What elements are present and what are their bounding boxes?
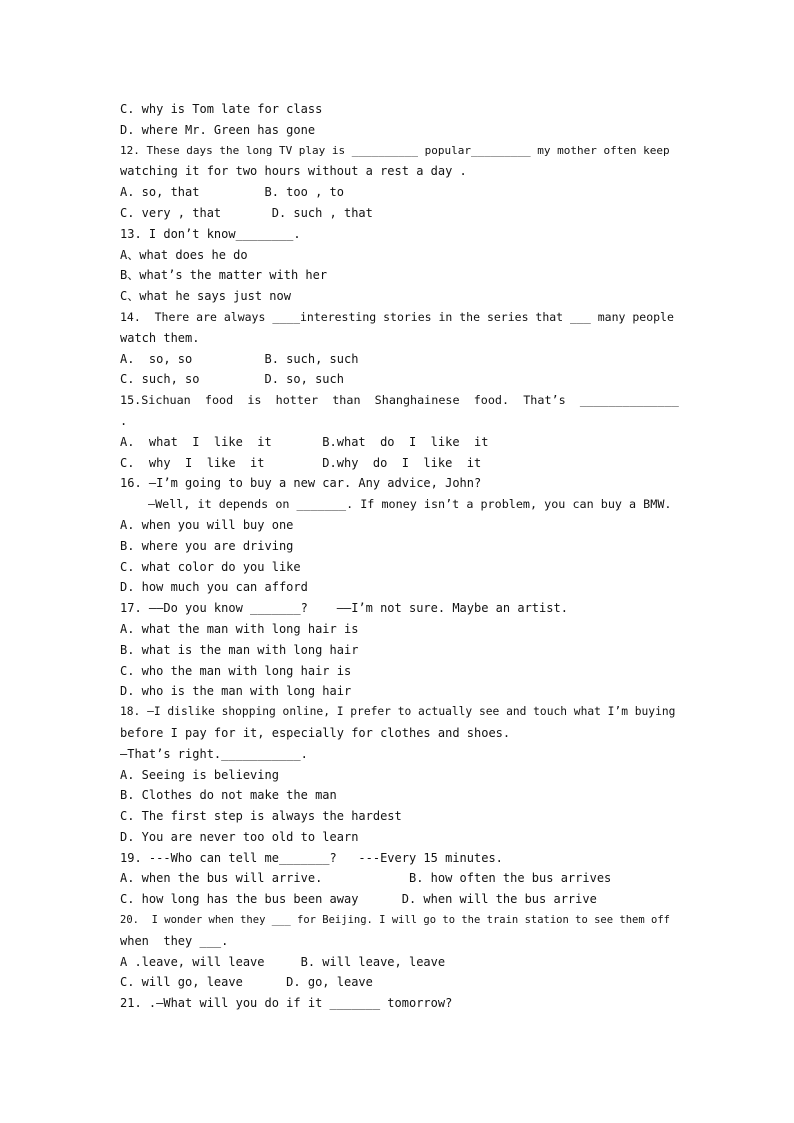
option-line: A. so, that B. too , to (120, 185, 344, 200)
option-line: A .leave, will leave B. will leave, leave (120, 954, 446, 969)
question-18: 18. —I dislike shopping online, I prefer to actually see and touch what I’m buying (120, 705, 676, 719)
question-18-continued: before I pay for it, especially for clothes and shoes. (120, 725, 511, 740)
option-line: C. will go, leave D. go, leave (120, 975, 373, 990)
question-12-continued: watching it for two hours without a rest a day . (120, 164, 467, 179)
option-line: C、what he says just now (120, 289, 291, 304)
option-line: C. what color do you like (120, 559, 301, 574)
option-line: B. where you are driving (120, 538, 294, 553)
option-line: D. how much you can afford (120, 580, 308, 595)
option-line: C. why is Tom late for class (120, 102, 323, 116)
option-line: B. Clothes do not make the man (120, 788, 337, 803)
question-17: 17. ——Do you know _______? ——I’m not sure. Maybe an artist. (120, 601, 568, 616)
option-line: C. who the man with long hair is (120, 663, 352, 678)
question-14-continued: watch them. (120, 330, 200, 345)
option-line: A. what the man with long hair is (120, 621, 359, 636)
question-20: 20. I wonder when they ___ for Beijing. I will go to the train station to see them off (120, 914, 670, 927)
option-line: C. why I like it D.why do I like it (120, 455, 482, 470)
question-16-dialogue: —Well, it depends on _______. If money isn’t a problem, you can buy a BMW. (148, 497, 672, 512)
question-20-continued: when they ___. (120, 933, 229, 948)
option-line: A、what does he do (120, 247, 248, 262)
question-19: 19. ---Who can tell me_______? ---Every 15 minutes. (120, 850, 503, 865)
option-line: A. so, so B. such, such (120, 351, 359, 366)
option-line: A. when the bus will arrive. B. how often the bus arrives (120, 871, 612, 886)
question-16: 16. —I’m going to buy a new car. Any advice, John? (120, 476, 482, 491)
option-line: D. You are never too old to learn (120, 829, 359, 844)
option-line: C. such, so D. so, such (120, 372, 344, 387)
option-line: A. when you will buy one (120, 517, 294, 532)
question-13: 13. I don’t know________. (120, 226, 301, 241)
document-page (120, 99, 680, 1014)
option-line: C. The first step is always the hardest (120, 809, 402, 824)
option-line: A. what I like it B.what do I like it (120, 434, 489, 449)
question-15-continued: . (120, 413, 128, 428)
question-14: 14. There are always ____interesting stories in the series that ___ many people (120, 309, 674, 324)
question-12: 12. These days the long TV play is __________ popular_________ my mother often keep (120, 143, 670, 157)
option-line: D. who is the man with long hair (120, 684, 352, 699)
option-line: B. what is the man with long hair (120, 642, 359, 657)
question-18-reply: —That’s right.___________. (120, 746, 308, 761)
question-15: 15.Sichuan food is hotter than Shanghainese food. That’s ______________ (120, 393, 679, 408)
option-line: D. where Mr. Green has gone (120, 122, 316, 137)
option-line: C. how long has the bus been away D. when will the bus arrive (120, 892, 597, 907)
question-21: 21. .—What will you do if it _______ tomorrow? (120, 996, 453, 1011)
option-line: A. Seeing is believing (120, 767, 279, 782)
option-line: C. very , that D. such , that (120, 205, 373, 220)
option-line: B、what’s the matter with her (120, 268, 328, 283)
